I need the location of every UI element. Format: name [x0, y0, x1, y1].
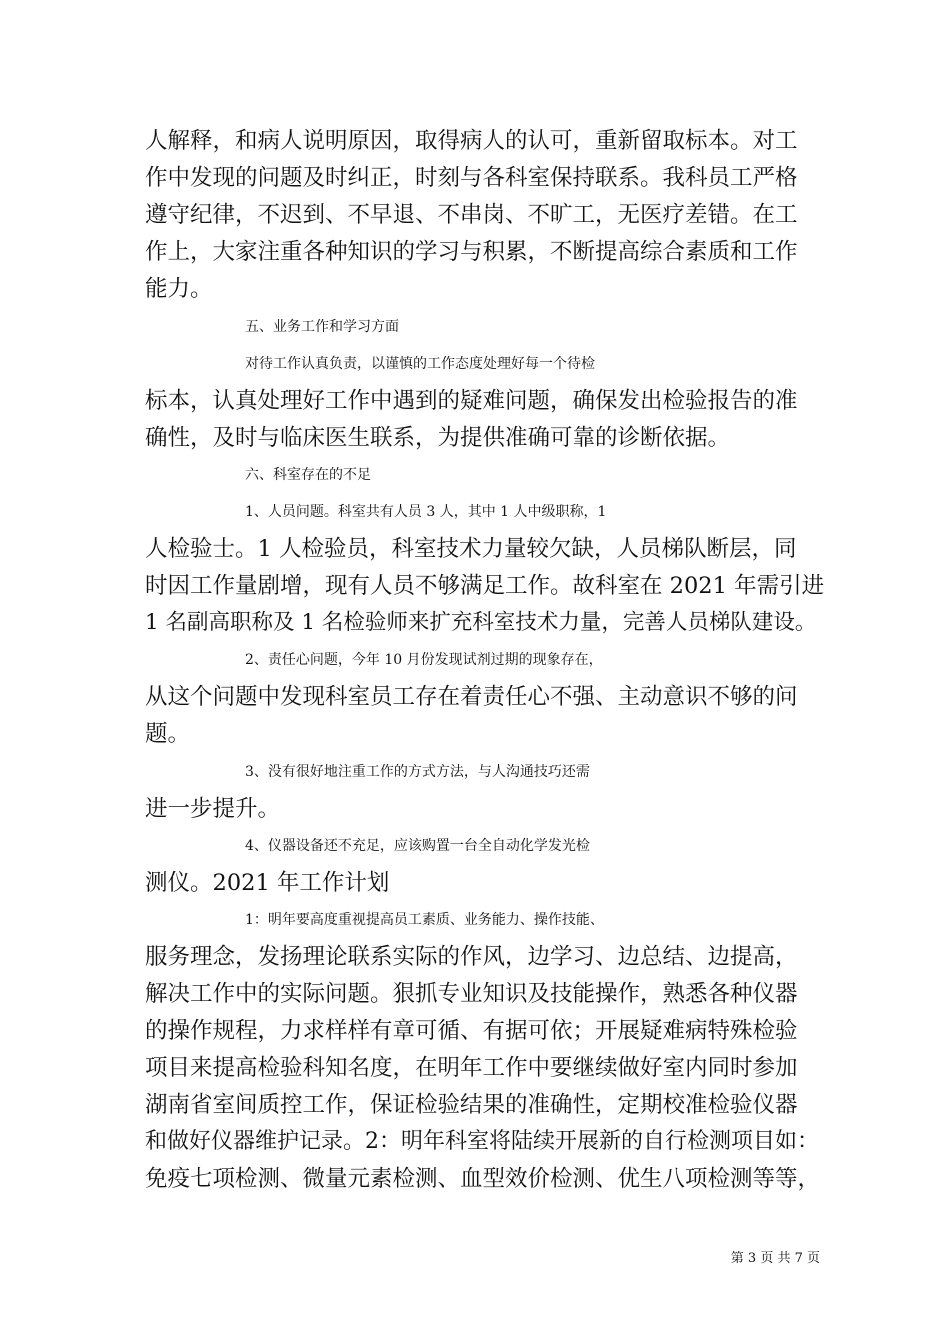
text-line: 解决工作中的实际问题。狠抓专业知识及技能操作，熟悉各种仪器: [145, 981, 798, 1007]
text-line: 3、没有很好地注重工作的方式方法，与人沟通技巧还需: [245, 764, 590, 780]
text-line: 的操作规程，力求样样有章可循、有据可依；开展疑难病特殊检验: [145, 1018, 798, 1044]
text-line: 1：明年要高度重视提高员工素质、业务能力、操作技能、: [245, 912, 604, 928]
text-line: 4、仪器设备还不充足，应该购置一台全自动化学发光检: [245, 838, 590, 854]
text-line: 1 名副高职称及 1 名检验师来扩充科室技术力量，完善人员梯队建设。: [145, 610, 817, 635]
text-line: 免疫七项检测、微量元素检测、血型效价检测、优生八项检测等等，: [145, 1166, 821, 1192]
text-line: 1、人员问题。科室共有人员 3 人，其中 1 人中级职称，1: [245, 504, 607, 520]
text-line: 能力。: [145, 276, 213, 302]
text-line: 作上，大家注重各种知识的学习与积累，不断提高综合素质和工作: [145, 239, 798, 265]
text-line: 人解释，和病人说明原因，取得病人的认可，重新留取标本。对工: [145, 128, 798, 154]
text-line: 时因工作量剧增，现有人员不够满足工作。故科室在 2021 年需引进: [145, 573, 825, 599]
text-line: 湖南省室间质控工作，保证检验结果的准确性，定期校准检验仪器: [145, 1092, 798, 1118]
section-heading: 五、业务工作和学习方面: [245, 319, 399, 335]
text-line: 遵守纪律，不迟到、不早退、不串岗、不旷工，无医疗差错。在工: [145, 202, 798, 228]
text-line: 作中发现的问题及时纠正，时刻与各科室保持联系。我科员工严格: [145, 165, 798, 191]
text-line: 标本，认真处理好工作中遇到的疑难问题，确保发出检验报告的准: [145, 388, 798, 414]
section-heading: 六、科室存在的不足: [245, 467, 371, 483]
text-line: 题。: [145, 721, 191, 747]
text-line: 确性，及时与临床医生联系，为提供准确可靠的诊断依据。: [145, 425, 731, 451]
page-number: 第 3 页 共 7 页: [730, 1251, 820, 1266]
text-line: 测仪。2021 年工作计划: [145, 870, 390, 896]
text-line: 人检验士。1 人检验员，科室技术力量较欠缺，人员梯队断层，同: [145, 536, 797, 562]
text-line: 从这个问题中发现科室员工存在着责任心不强、主动意识不够的问: [145, 684, 798, 710]
text-line: 进一步提升。: [145, 796, 281, 822]
text-line: 项目来提高检验科知名度，在明年工作中要继续做好室内同时参加: [145, 1055, 798, 1081]
text-line: 对待工作认真负责，以谨慎的工作态度处理好每一个待检: [245, 356, 595, 372]
text-line: 2、责任心问题，今年 10 月份发现试剂过期的现象存在，: [245, 652, 603, 668]
text-line: 服务理念，发扬理论联系实际的作风，边学习、边总结、边提高，: [145, 944, 798, 970]
text-line: 和做好仪器维护记录。2：明年科室将陆续开展新的自行检测项目如：: [145, 1129, 819, 1154]
